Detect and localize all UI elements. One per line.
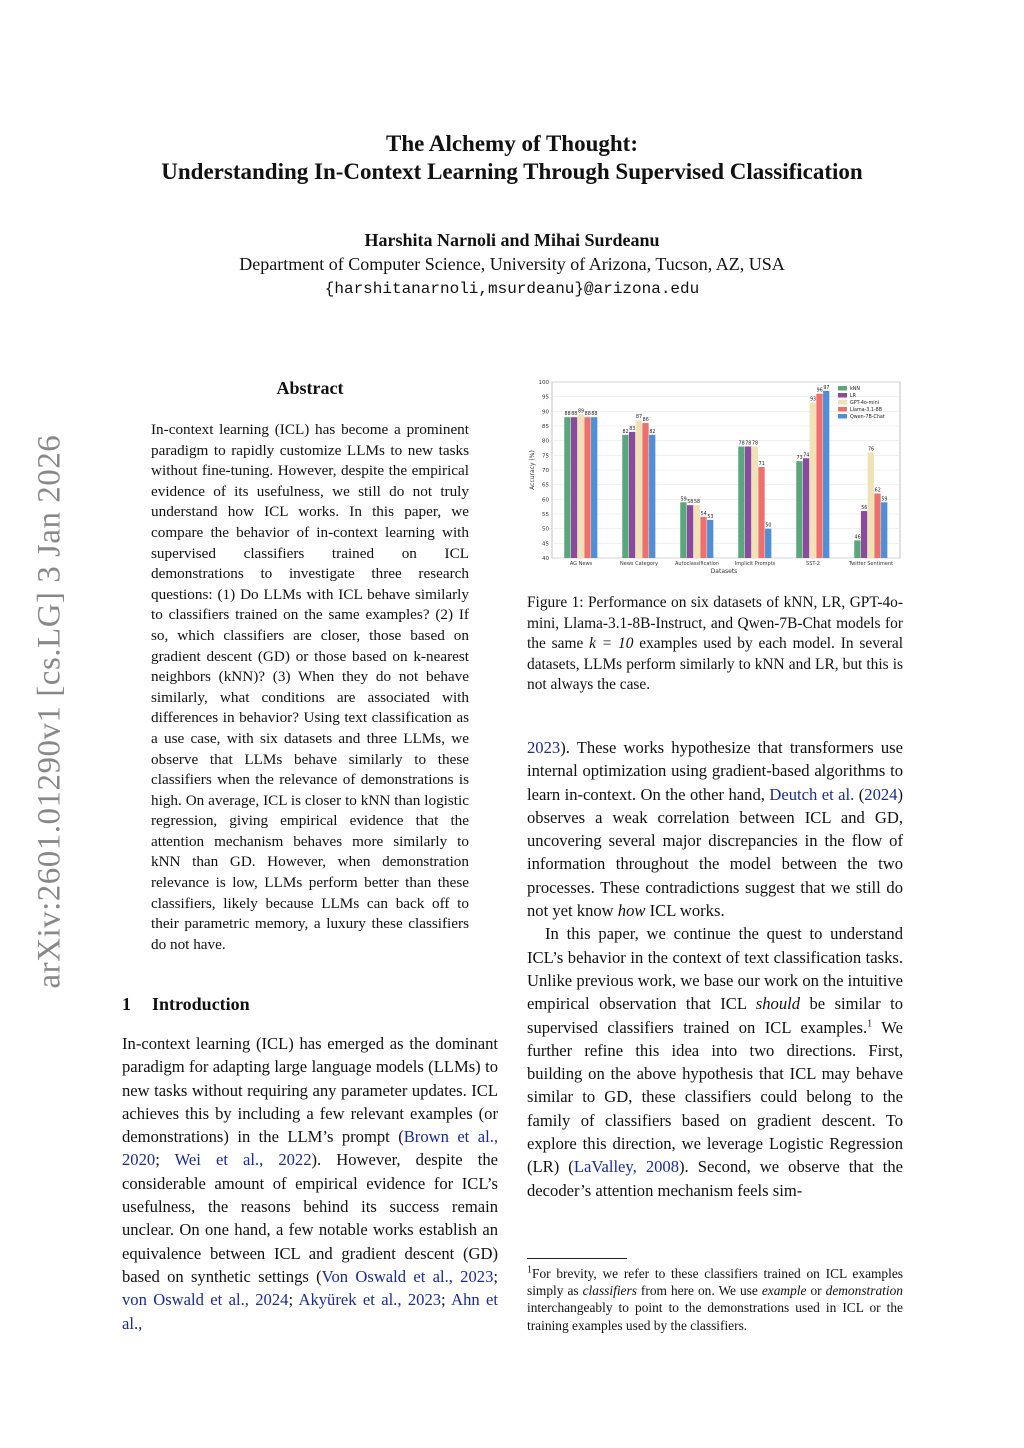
footnote-text: [527, 1265, 903, 1334]
text-run: demonstration: [825, 1283, 903, 1299]
data-label: 86: [642, 418, 649, 424]
text-run: ) observes a weak correlation between ICL and GD, uncovering several major discrepancies in the flow of information throughout the model between the two processes. These contradictions suggest that we still do not yet know: [527, 784, 903, 921]
title-line-1: The Alchemy of Thought:: [386, 131, 638, 156]
bar-2: [810, 403, 816, 558]
x-tick-label: Autoclassification: [675, 561, 719, 567]
data-label: 46: [854, 535, 861, 541]
text-run: classifiers: [582, 1283, 637, 1299]
bar-4: [765, 529, 771, 558]
y-tick-label: 60: [542, 497, 549, 504]
legend-label: Llama-3.1-8B: [850, 408, 882, 414]
y-tick-label: 75: [542, 453, 549, 460]
intro-paragraph-2: [527, 736, 903, 922]
x-tick-label: AG News: [569, 561, 593, 567]
y-axis-label: Accuracy (%): [529, 450, 536, 490]
intro-left-column: [122, 1032, 498, 1335]
citation-link[interactable]: Ahn et al.,: [122, 1290, 498, 1333]
legend-swatch: [838, 400, 847, 405]
y-tick-label: 70: [542, 468, 549, 474]
affiliation: Department of Computer Science, University of Arizona, Tucson, AZ, USA: [239, 254, 785, 274]
bar-2: [636, 420, 642, 558]
bar-2: [752, 447, 758, 558]
y-tick-label: 100: [538, 380, 549, 386]
text-run: ). Second, we observe that the decoder’s attention mechanism feels sim-: [527, 1157, 903, 1200]
text-run: In this paper, we continue the quest to understand ICL’s behavior in the context of text classification tasks. Unlike previous work, we base our work on the intuitive empirical observation that ICL: [527, 924, 903, 1014]
bar-3: [584, 417, 590, 558]
text-run: ;: [493, 1266, 498, 1286]
data-label: 62: [874, 488, 881, 494]
y-tick-label: 80: [542, 438, 549, 445]
bar-2: [578, 414, 584, 558]
text-run: be similar to supervised classifiers trained on ICL examples.: [527, 994, 903, 1037]
citation-link[interactable]: Wei et al., 2022: [174, 1150, 312, 1170]
data-label: 59: [680, 497, 687, 503]
bar-2: [694, 505, 700, 558]
data-label: 71: [758, 462, 765, 468]
intro-paragraph-1: [122, 1032, 498, 1335]
footnote-divider: [527, 1258, 627, 1259]
bar-0: [564, 417, 570, 558]
footnote-mark[interactable]: 1: [867, 1018, 873, 1030]
x-tick-label: Twitter Sentiment: [848, 561, 894, 567]
authors: Harshita Narnoli and Mihai Surdeanu: [364, 230, 660, 250]
citation-link[interactable]: 2024: [864, 784, 898, 804]
bar-0: [622, 435, 628, 558]
citation-link[interactable]: Brown et al., 2020: [122, 1127, 498, 1170]
text-run: examples used by each model. In several datasets, LLMs perform similarly to kNN and LR, but this is not always the case.: [527, 635, 903, 693]
abstract-heading: Abstract: [276, 378, 344, 398]
citation-link[interactable]: 2023: [527, 738, 561, 757]
abstract-body: [151, 420, 469, 955]
legend-swatch: [838, 414, 847, 419]
bar-0: [854, 540, 860, 558]
citation-link[interactable]: LaValley, 2008: [573, 1157, 680, 1177]
data-label: 88: [571, 412, 578, 418]
bar-1: [571, 417, 577, 558]
x-tick-label: News Category: [620, 561, 658, 567]
data-label: 78: [751, 441, 759, 447]
intro-right-column: [527, 736, 903, 1202]
text-run: how: [617, 901, 646, 921]
bar-chart-svg: [524, 374, 908, 574]
bar-3: [642, 423, 648, 558]
bar-1: [803, 458, 809, 558]
bar-1: [629, 432, 635, 558]
bar-0: [680, 502, 686, 558]
text-run: For brevity, we refer to these classifiers trained on ICL examples simply as: [527, 1266, 903, 1299]
bar-0: [738, 447, 744, 558]
legend-swatch: [838, 393, 847, 398]
text-run: ). These works hypothesize that transformers use internal optimization using gradient-based algorithms to learn in-context. On the other hand,: [527, 738, 903, 804]
section-heading-introduction: [122, 994, 502, 1015]
bar-4: [707, 520, 713, 558]
x-tick-label: Implicit Prompts: [734, 561, 776, 567]
data-label: 82: [622, 429, 629, 435]
bar-3: [816, 394, 822, 558]
legend-label: LR: [850, 394, 857, 400]
text-run: example: [761, 1283, 807, 1299]
citation-link[interactable]: Akyürek et al., 2023: [298, 1290, 442, 1310]
title-line-2: Understanding In-Context Learning Through Supervised Classification: [161, 159, 863, 184]
y-tick-label: 40: [542, 556, 549, 562]
text-run: ). However, despite the considerable amount of empirical evidence for ICL’s usefulness, the reasons behind its success remain unclear. On one hand, a few notable works establish an equivalence between ICL and gradient descent (GD) based on synthetic settings (: [122, 1150, 498, 1286]
citation-link[interactable]: Von Oswald et al., 2023: [321, 1266, 494, 1286]
section-title: Introduction: [152, 994, 250, 1014]
text-run: Figure 1: Performance on six datasets of kNN, LR, GPT-4o-mini, Llama-3.1-8B-Instruct, and Qwen-7B-Chat models for the same: [527, 594, 903, 652]
paper-title: [0, 130, 1024, 186]
figure-1-caption: [527, 593, 903, 696]
bar-3: [874, 493, 880, 558]
section-number: 1: [122, 994, 131, 1014]
bar-4: [649, 435, 655, 558]
y-tick-label: 85: [542, 424, 549, 430]
bar-0: [796, 461, 802, 558]
y-tick-label: 95: [542, 394, 549, 401]
legend-label: Qwen-7B-Chat: [850, 415, 885, 421]
abstract-text: In-context learning (ICL) has become a prominent paradigm to rapidly customize LLMs to new tasks without fine-tuning. However, despite the empirical evidence of its usefulness, we still do not truly understand how ICL works. In this paper, we compare the behavior of in-context learning with supervised classifiers trained on ICL demonstrations to investigate three research questions: (1) Do LLMs with ICL behave similarly to classifiers trained on the same examples? (2) If so, which classifiers are closer, those based on gradient descent (GD) or those based on k-nearest neighbors (kNN)? (3) When they do not behave similarly, what conditions are associated with differences in behavior? Using text classification as a use case, with six datasets and three LLMs, we observe that LLMs behave similarly to these classifiers when the relevance of demonstrations is high. On average, ICL is closer to kNN than logistic regression, giving empirical evidence that the attention mechanism behaves more similarly to kNN than GD. However, when demonstration relevance is low, LLMs perform better than these classifiers, likely because LLMs can back off to their parametric memory, a luxury these classifiers do not have.: [151, 421, 469, 953]
x-tick-label: SST-2: [806, 561, 820, 567]
bar-1: [687, 505, 693, 558]
data-label: 56: [861, 506, 868, 512]
figure-1-chart: [524, 374, 908, 574]
text-run: from here on. We use: [636, 1283, 762, 1299]
y-tick-label: 50: [542, 526, 549, 533]
text-run: ;: [155, 1150, 175, 1170]
bar-2: [868, 452, 874, 558]
y-tick-label: 55: [542, 512, 549, 518]
text-run: We further refine this idea into two directions. First, building on the above hypothesis that ICL may behave similar to GD, these classifiers could belong to the family of classifiers based on gradient descent. To explore this direction, we leverage Logistic Regression (LR) (: [527, 1017, 904, 1177]
intro-paragraph-3: [527, 922, 903, 1202]
data-label: 88: [591, 412, 598, 418]
arxiv-identifier: arXiv:2601.01290v1 [cs.LG] 3 Jan 2026: [31, 434, 68, 989]
data-label: 87: [635, 415, 643, 421]
text-run: k = 10: [589, 635, 634, 652]
data-label: 76: [867, 447, 875, 453]
data-label: 50: [765, 523, 772, 529]
data-label: 89: [577, 409, 585, 415]
footnote-number: 1: [527, 1264, 532, 1276]
data-label: 78: [738, 441, 745, 447]
text-run: ICL works.: [645, 901, 725, 921]
bar-3: [758, 467, 764, 558]
legend-label: GPT-4o-mini: [850, 401, 880, 407]
data-label: 97: [823, 385, 830, 391]
data-label: 83: [629, 426, 636, 432]
data-label: 59: [881, 497, 888, 503]
citation-link[interactable]: von Oswald et al., 2024: [122, 1290, 289, 1310]
text-run: (: [854, 784, 865, 804]
text-run: should: [755, 994, 801, 1014]
bar-4: [591, 417, 597, 558]
caption-text: [527, 593, 903, 696]
legend-label: kNN: [850, 387, 860, 393]
data-label: 74: [803, 453, 810, 459]
data-label: 82: [649, 429, 656, 435]
data-label: 88: [584, 412, 591, 418]
bar-1: [745, 447, 751, 558]
y-tick-label: 90: [542, 409, 549, 416]
citation-link[interactable]: Deutch et al.: [769, 784, 855, 804]
legend-swatch: [838, 407, 847, 412]
data-label: 96: [816, 388, 823, 394]
x-axis-label: Datasets: [710, 568, 738, 574]
bar-4: [881, 502, 887, 558]
text-run: interchangeably to point to the demonstrations used in ICL or the training examples used by the classifiers.: [527, 1300, 903, 1333]
legend-swatch: [838, 386, 847, 391]
bar-3: [700, 517, 706, 558]
text-run: ;: [441, 1290, 452, 1310]
data-label: 58: [687, 500, 694, 506]
bar-4: [823, 391, 829, 558]
data-label: 93: [809, 397, 817, 403]
bar-1: [861, 511, 867, 558]
y-tick-label: 45: [542, 541, 549, 548]
author-emails: {harshitanarnoli,msurdeanu}@arizona.edu: [324, 280, 700, 298]
text-run: ;: [288, 1290, 299, 1310]
data-label: 73: [796, 456, 803, 462]
text-run: or: [806, 1283, 826, 1299]
y-tick-label: 65: [542, 482, 549, 489]
data-label: 78: [745, 441, 752, 447]
footnote-1: [527, 1265, 903, 1334]
data-label: 54: [700, 511, 707, 517]
data-label: 58: [693, 500, 701, 506]
text-run: In-context learning (ICL) has emerged as the dominant paradigm for adapting large language models (LLMs) to new tasks without requiring any parameter updates. ICL achieves this by including a few relevant examples (or demonstrations) in the LLM’s prompt (: [122, 1034, 498, 1147]
data-label: 88: [564, 412, 571, 418]
data-label: 53: [707, 514, 714, 520]
